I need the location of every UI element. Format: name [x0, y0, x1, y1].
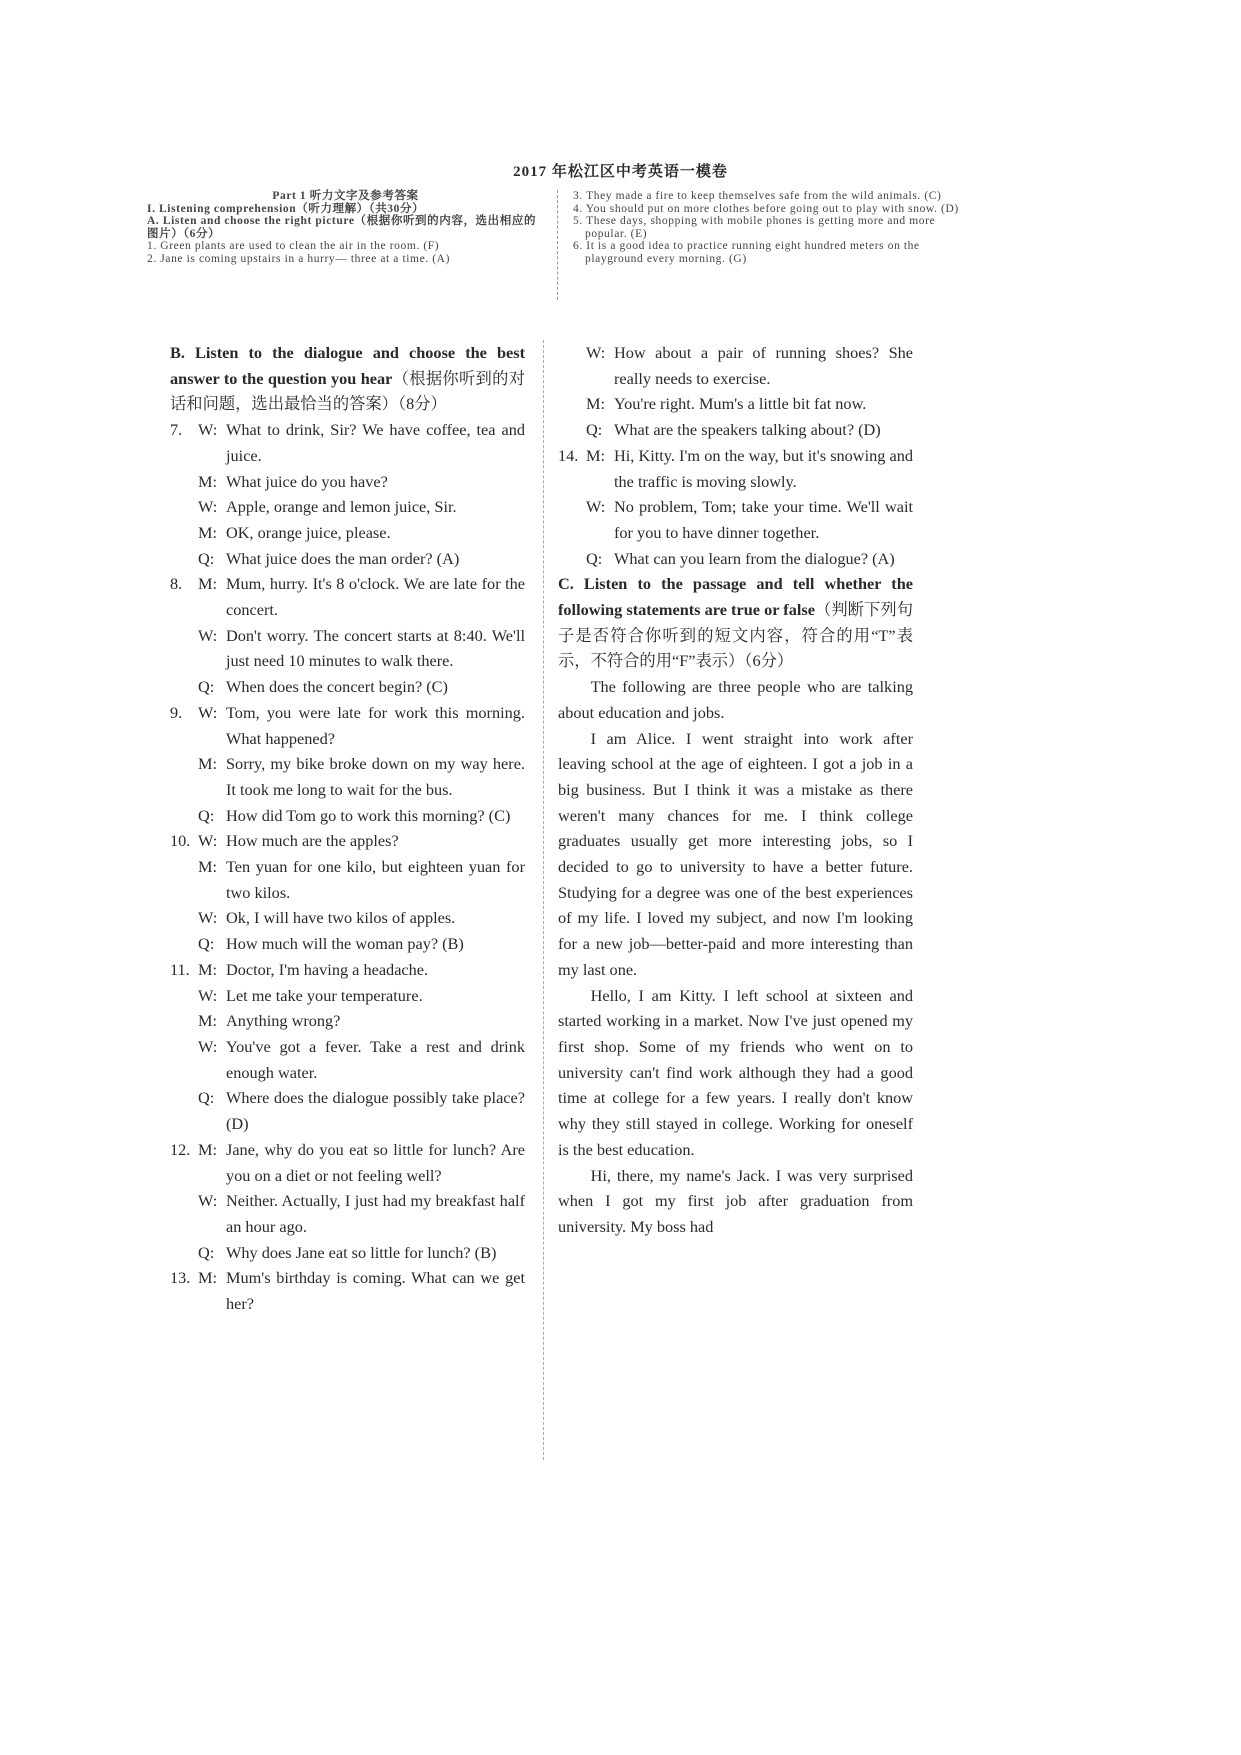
speaker-label: W: — [198, 1191, 218, 1211]
section-b-heading-en: B. Listen to the dialogue and choose the best answer to the question you hear — [170, 343, 525, 388]
dialogue-text: When does the concert begin? (C) — [226, 677, 448, 697]
dialogue-text: Mum, hurry. It's 8 o'clock. We are late for the concert. — [226, 574, 525, 620]
speaker-label: Q: — [198, 1088, 215, 1108]
dialogue-text: You're right. Mum's a little bit fat now. — [614, 394, 867, 414]
question-number — [170, 1240, 198, 1266]
dialogue-line — [558, 546, 913, 572]
dialogue-text: What can you learn from the dialogue? (A) — [614, 548, 895, 568]
question-number — [170, 803, 198, 829]
question-number: 14. — [558, 445, 579, 465]
dialogue-line — [170, 520, 525, 546]
dialogue-line — [170, 905, 525, 931]
speaker-label: W: — [198, 702, 218, 722]
dialogue-line — [170, 469, 525, 495]
speaker-label: W: — [198, 625, 218, 645]
top-column-divider — [557, 190, 558, 300]
dialogue-text: Ten yuan for one kilo, but eighteen yuan for two kilos. — [226, 857, 525, 902]
question-number — [170, 520, 198, 546]
speaker-label: M: — [198, 1011, 218, 1031]
passage-paragraph: Hi, there, my name's Jack. I was very surprised when I got my first job after graduation from university. My boss had — [558, 1165, 913, 1236]
speaker-label: M: — [586, 394, 606, 414]
speaker-label: W: — [198, 831, 218, 851]
top-line: 2. Jane is coming upstairs in a hurry— three at a time. (A) — [147, 252, 451, 265]
question-number — [170, 854, 198, 905]
question-number — [170, 546, 198, 572]
dialogue-line — [170, 1008, 525, 1034]
dialogue-text: Why does Jane eat so little for lunch? (B) — [226, 1242, 497, 1262]
speaker-label: Q: — [198, 1242, 215, 1262]
speaker-label: M: — [198, 754, 218, 774]
dialogue-text: What juice do you have? — [226, 471, 388, 491]
dialogue-line — [558, 340, 913, 391]
question-number — [558, 391, 586, 417]
dialogue-line — [170, 674, 525, 700]
dialogue-line — [170, 1240, 525, 1266]
speaker-label: M: — [198, 522, 218, 542]
dialogue-line — [170, 957, 525, 983]
dialogue-line — [170, 803, 525, 829]
dialogue-line — [170, 931, 525, 957]
dialogue-item — [558, 340, 913, 443]
question-number — [170, 751, 198, 802]
dialogue-text: You've got a fever. Take a rest and drink enough water. — [226, 1036, 525, 1082]
dialogue-text: What juice does the man order? (A) — [226, 548, 460, 568]
question-number: 10. — [170, 831, 191, 851]
question-number — [170, 1034, 198, 1085]
dialogue-item — [170, 571, 525, 700]
question-number: 13. — [170, 1268, 191, 1288]
question-number — [170, 494, 198, 520]
section-c-passage — [558, 674, 913, 1239]
dialogue-text: Jane, why do you eat so little for lunch? Are you on a diet or not feeling well? — [226, 1139, 525, 1185]
speaker-label: Q: — [198, 677, 215, 697]
speaker-label: Q: — [198, 934, 215, 954]
speaker-label: Q: — [586, 420, 603, 440]
top-line: 6. It is a good idea to practice running eight hundred meters on the playground every morning. (G) — [573, 240, 920, 265]
dialogue-line — [170, 1188, 525, 1239]
question-number — [170, 623, 198, 674]
dialogue-item — [170, 828, 525, 957]
speaker-label: W: — [198, 497, 218, 517]
question-number — [170, 1008, 198, 1034]
section-b-heading-cn: （根据你听到的对话和问题，选出最恰当的答案）（8分） — [170, 368, 525, 414]
dialogue-line — [170, 1034, 525, 1085]
dialogue-text: How did Tom go to work this morning? (C) — [226, 805, 511, 825]
dialogue-item — [170, 700, 525, 829]
speaker-label: M: — [198, 1268, 218, 1288]
dialogue-text: Don't worry. The concert starts at 8:40. We'll just need 10 minutes to walk there. — [226, 625, 525, 671]
speaker-label: W: — [198, 420, 218, 440]
speaker-label: M: — [198, 959, 218, 979]
dialogue-line — [170, 854, 525, 905]
speaker-label: W: — [586, 497, 606, 517]
dialogue-text: Tom, you were late for work this morning. What happened? — [226, 702, 525, 748]
page-title: 2017 年松江区中考英语一模卷 — [513, 164, 728, 180]
dialogue-item — [170, 417, 525, 571]
question-number — [558, 494, 586, 545]
dialogue-line — [170, 1265, 525, 1316]
question-number — [170, 674, 198, 700]
section-b-heading — [170, 340, 525, 417]
dialogue-list-right — [558, 340, 913, 571]
speaker-label: M: — [586, 445, 606, 465]
dialogue-text: What to drink, Sir? We have coffee, tea and juice. — [226, 420, 525, 465]
speaker-label: W: — [198, 908, 218, 928]
dialogue-text: Where does the dialogue possibly take place? (D) — [226, 1088, 525, 1134]
dialogue-text: No problem, Tom; take your time. We'll wait for you to have dinner together. — [614, 497, 913, 542]
top-line: 3. They made a fire to keep themselves safe from the wild animals. (C) — [573, 190, 942, 202]
dialogue-text: How about a pair of running shoes? She really needs to exercise. — [614, 343, 913, 388]
top-line: A. Listen and choose the right picture（根据你听到的内容，选出相应的图片）（6分） — [147, 215, 537, 240]
dialogue-text: Let me take your temperature. — [226, 985, 423, 1005]
dialogue-line — [170, 417, 525, 468]
speaker-label: W: — [198, 985, 218, 1005]
dialogue-item — [170, 1137, 525, 1266]
dialogue-line — [558, 391, 913, 417]
dialogue-text: Anything wrong? — [226, 1011, 341, 1031]
speaker-label: W: — [586, 343, 606, 362]
speaker-label: M: — [198, 857, 218, 877]
speaker-label: Q: — [198, 805, 215, 825]
top-line: 4. You should put on more clothes before going out to play with snow. (D) — [573, 202, 959, 215]
speaker-label: W: — [198, 1036, 218, 1056]
dialogue-line — [170, 623, 525, 674]
top-line: I. Listening comprehension（听力理解）（共30分） — [147, 202, 425, 215]
passage-paragraph: Hello, I am Kitty. I left school at sixteen and started working in a market. Now I've just opened my first shop. Some of my friends who went on to university can't find work although they had a good time at college for a few years. I really don't know why they still stayed in college. Working for oneself is the best education. — [558, 985, 913, 1159]
dialogue-text: Sorry, my bike broke down on my way here. It took me long to wait for the bus. — [226, 754, 525, 799]
top-line: 5. These days, shopping with mobile phones is getting more and more popular. (E) — [573, 215, 936, 240]
dialogue-line — [170, 494, 525, 520]
dialogue-line — [170, 1137, 525, 1188]
dialogue-text: Apple, orange and lemon juice, Sir. — [226, 497, 457, 517]
section-c-heading-en: C. Listen to the passage and tell whether the following statements are true or false — [558, 574, 913, 620]
passage-paragraph: I am Alice. I went straight into work after leaving school at the age of eighteen. I got a job in a big business. But I think it was a mistake as there weren't many chances for me. I think college graduates usually get more interesting jobs, so I decided to go to university to have a better future. Studying for a degree was one of the best experiences of my life. I loved my subject, and now I'm looking for a new job—better-paid and more interesting than my last one. — [558, 728, 913, 979]
right-column — [558, 340, 913, 1240]
dialogue-line — [170, 700, 525, 751]
question-number — [170, 469, 198, 495]
dialogue-list-left — [170, 417, 525, 1317]
top-line: Part 1 听力文字及参考答案 — [272, 190, 419, 202]
question-number — [170, 931, 198, 957]
dialogue-item — [558, 443, 913, 572]
dialogue-text: Doctor, I'm having a headache. — [226, 959, 429, 979]
dialogue-line — [170, 751, 525, 802]
question-number — [170, 1085, 198, 1136]
dialogue-item — [170, 957, 525, 1137]
question-number: 7. — [170, 420, 183, 440]
question-number — [558, 546, 586, 572]
speaker-label: Q: — [198, 548, 215, 568]
dialogue-item — [170, 1265, 525, 1316]
dialogue-line — [558, 443, 913, 494]
dialogue-line — [558, 417, 913, 443]
dialogue-line — [170, 1085, 525, 1136]
left-column — [170, 340, 525, 1317]
column-divider — [543, 340, 544, 1460]
speaker-label: M: — [198, 574, 218, 594]
dialogue-line — [170, 571, 525, 622]
dialogue-text: What are the speakers talking about? (D) — [614, 420, 881, 440]
section-c-heading — [558, 571, 913, 674]
question-number — [170, 1188, 198, 1239]
question-number: 8. — [170, 574, 183, 594]
question-number: 12. — [170, 1139, 191, 1159]
dialogue-line — [170, 983, 525, 1009]
dialogue-line — [558, 494, 913, 545]
top-left-block — [147, 190, 544, 265]
dialogue-text: How much will the woman pay? (B) — [226, 934, 464, 954]
question-number — [170, 983, 198, 1009]
dialogue-text: Mum's birthday is coming. What can we get her? — [226, 1268, 525, 1314]
speaker-label: M: — [198, 1139, 218, 1159]
speaker-label: Q: — [586, 548, 603, 568]
dialogue-line — [170, 546, 525, 572]
question-number — [170, 905, 198, 931]
section-c-heading-cn: （判断下列句子是否符合你听到的短文内容，符合的用“T”表示，不符合的用“F”表示）（6分） — [558, 600, 913, 671]
question-number: 9. — [170, 702, 183, 722]
question-number — [558, 417, 586, 443]
dialogue-line — [170, 828, 525, 854]
dialogue-text: OK, orange juice, please. — [226, 522, 391, 542]
dialogue-text: Neither. Actually, I just had my breakfast half an hour ago. — [226, 1191, 525, 1236]
question-number: 11. — [170, 959, 190, 979]
top-right-block — [573, 190, 968, 265]
top-line: 1. Green plants are used to clean the air in the room. (F) — [147, 240, 440, 252]
dialogue-text: How much are the apples? — [226, 831, 399, 851]
speaker-label: M: — [198, 471, 218, 491]
question-number — [558, 340, 586, 391]
passage-paragraph: The following are three people who are talking about education and jobs. — [558, 677, 913, 722]
dialogue-text: Ok, I will have two kilos of apples. — [226, 908, 456, 928]
dialogue-text: Hi, Kitty. I'm on the way, but it's snowing and the traffic is moving slowly. — [614, 445, 913, 491]
